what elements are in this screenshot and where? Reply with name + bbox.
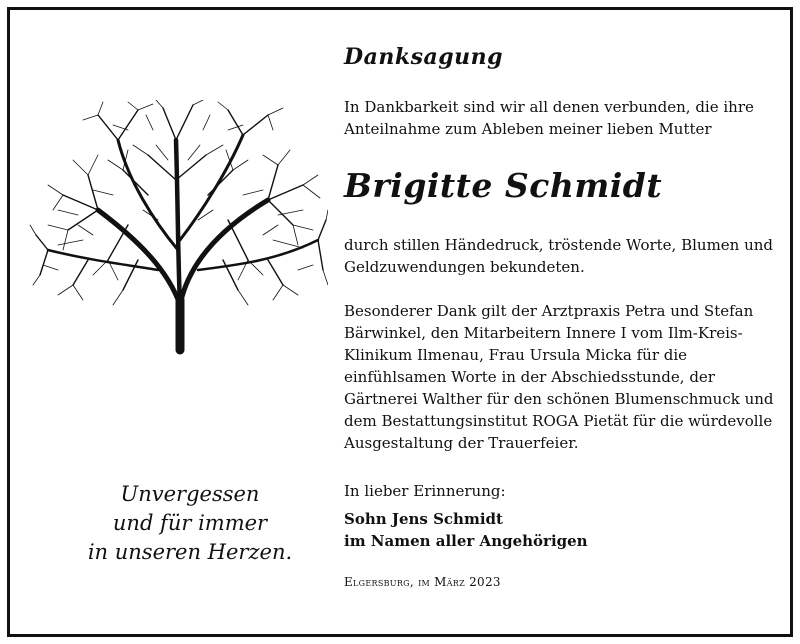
- notice-heading: Danksagung: [344, 44, 503, 70]
- tree-icon: [28, 100, 328, 360]
- thanks-text-2: Besonderer Dank gilt der Arztpraxis Petra und Stefan Bärwinkel, den Mitarbeitern Innere I vom Ilm-Kreis-Klinikum Ilmenau, Frau Ursula Micka für die einfühlsamen Worte in der Abschiedsstunde, der Gärtnerei Walther für den schönen Blumenschmuck und dem Bestattungsinstitut ROGA Pietät für die würdevolle Ausgestaltung der Trauerfeier.: [344, 302, 774, 452]
- signer-block: [344, 508, 588, 552]
- signer-line-1: Sohn Jens Schmidt: [344, 510, 503, 528]
- place-date: Elgersburg, im März 2023: [344, 575, 501, 589]
- motto-line-2: und für immer: [112, 511, 268, 535]
- thanks-text-1: durch stillen Händedruck, tröstende Worte, Blumen und Geldzuwendungen bekundeten.: [344, 236, 774, 276]
- signer-line-2: im Namen aller Angehörigen: [344, 532, 588, 550]
- intro-text: In Dankbarkeit sind wir all denen verbunden, die ihre Anteilnahme zum Ableben meiner lieben Mutter: [344, 98, 754, 138]
- deceased-name: Brigitte Schmidt: [344, 166, 663, 205]
- motto-line-1: Unvergessen: [120, 482, 260, 506]
- closing-line: In lieber Erinnerung:: [344, 482, 506, 500]
- memorial-motto: [40, 480, 340, 567]
- motto-line-3: in unseren Herzen.: [87, 540, 293, 564]
